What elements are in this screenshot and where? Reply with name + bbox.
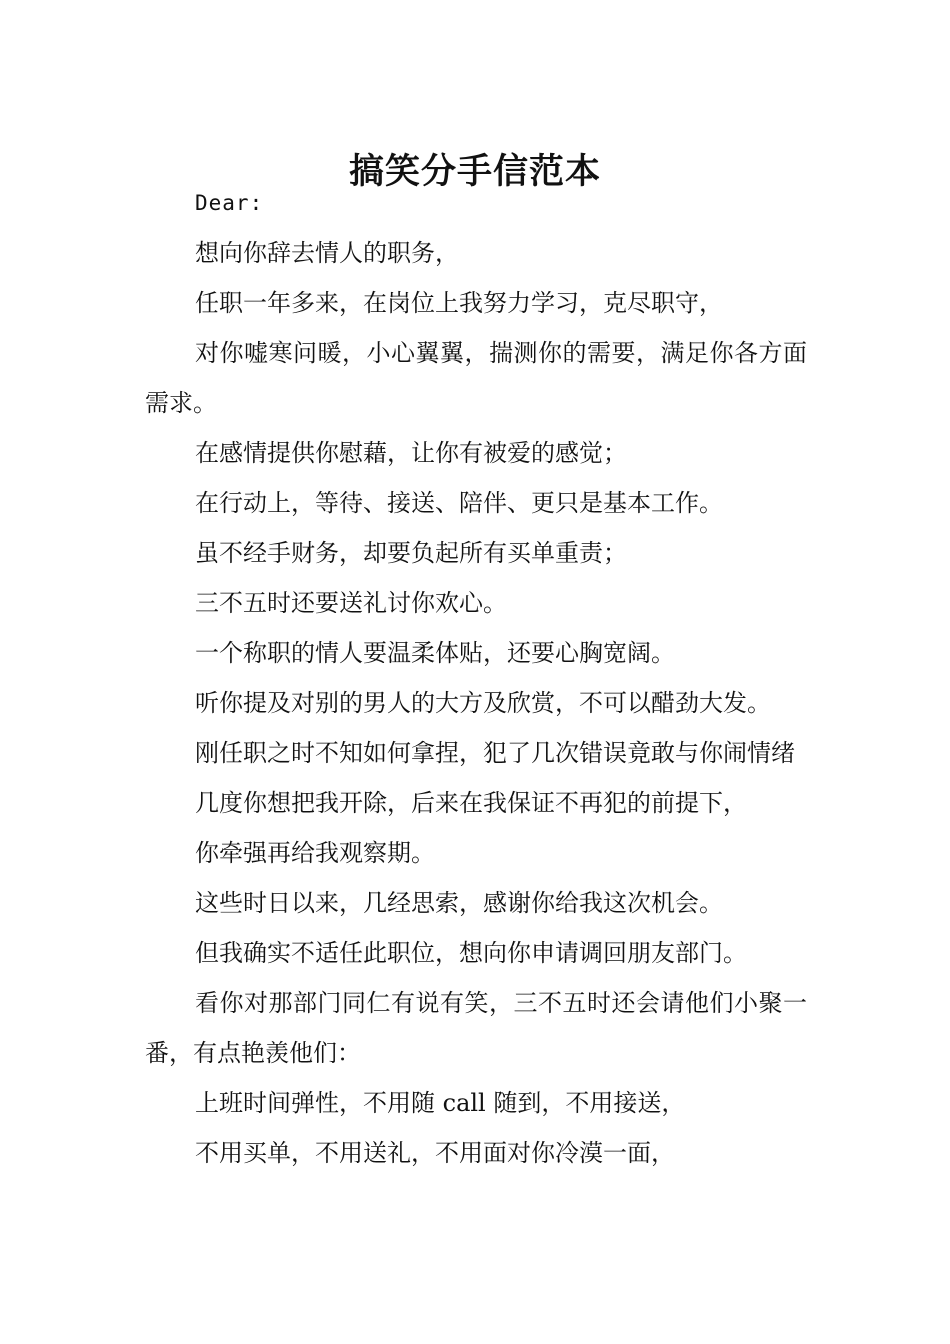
paragraph: 想向你辞去情人的职务， (195, 239, 459, 267)
paragraph: 在感情提供你慰藉，让你有被爱的感觉； (195, 439, 627, 467)
greeting-line: Dear: (195, 191, 264, 215)
paragraph: 三不五时还要送礼讨你欢心。 (195, 589, 507, 617)
document-title: 搞笑分手信范本 (348, 152, 601, 193)
paragraph: 但我确实不适任此职位，想向你申请调回朋友部门。 (195, 939, 747, 967)
paragraph: 上班时间弹性，不用随 call 随到，不用接送， (195, 1089, 686, 1117)
paragraph: 不用买单，不用送礼，不用面对你冷漠一面， (195, 1139, 675, 1167)
paragraph: 你牵强再给我观察期。 (195, 839, 435, 867)
paragraph: 这些时日以来，几经思索，感谢你给我这次机会。 (195, 889, 723, 917)
paragraph: 任职一年多来，在岗位上我努力学习，克尽职守， (195, 289, 723, 317)
paragraph: 对你嘘寒问暖，小心翼翼，揣测你的需要，满足你各方面需求。 (145, 339, 807, 417)
paragraph: 在行动上，等待、接送、陪伴、更只是基本工作。 (195, 489, 723, 517)
paragraph: 几度你想把我开除，后来在我保证不再犯的前提下， (195, 789, 747, 817)
paragraph: 刚任职之时不知如何拿捏，犯了几次错误竟敢与你闹情绪 (195, 739, 795, 767)
paragraph: 听你提及对别的男人的大方及欣赏，不可以醋劲大发。 (195, 689, 771, 717)
paragraph: 一个称职的情人要温柔体贴，还要心胸宽阔。 (195, 639, 675, 667)
paragraph: 虽不经手财务，却要负起所有买单重责； (195, 539, 627, 567)
document-body (145, 178, 807, 1178)
paragraph: 看你对那部门同仁有说有笑，三不五时还会请他们小聚一番，有点艳羡他们： (145, 989, 807, 1067)
